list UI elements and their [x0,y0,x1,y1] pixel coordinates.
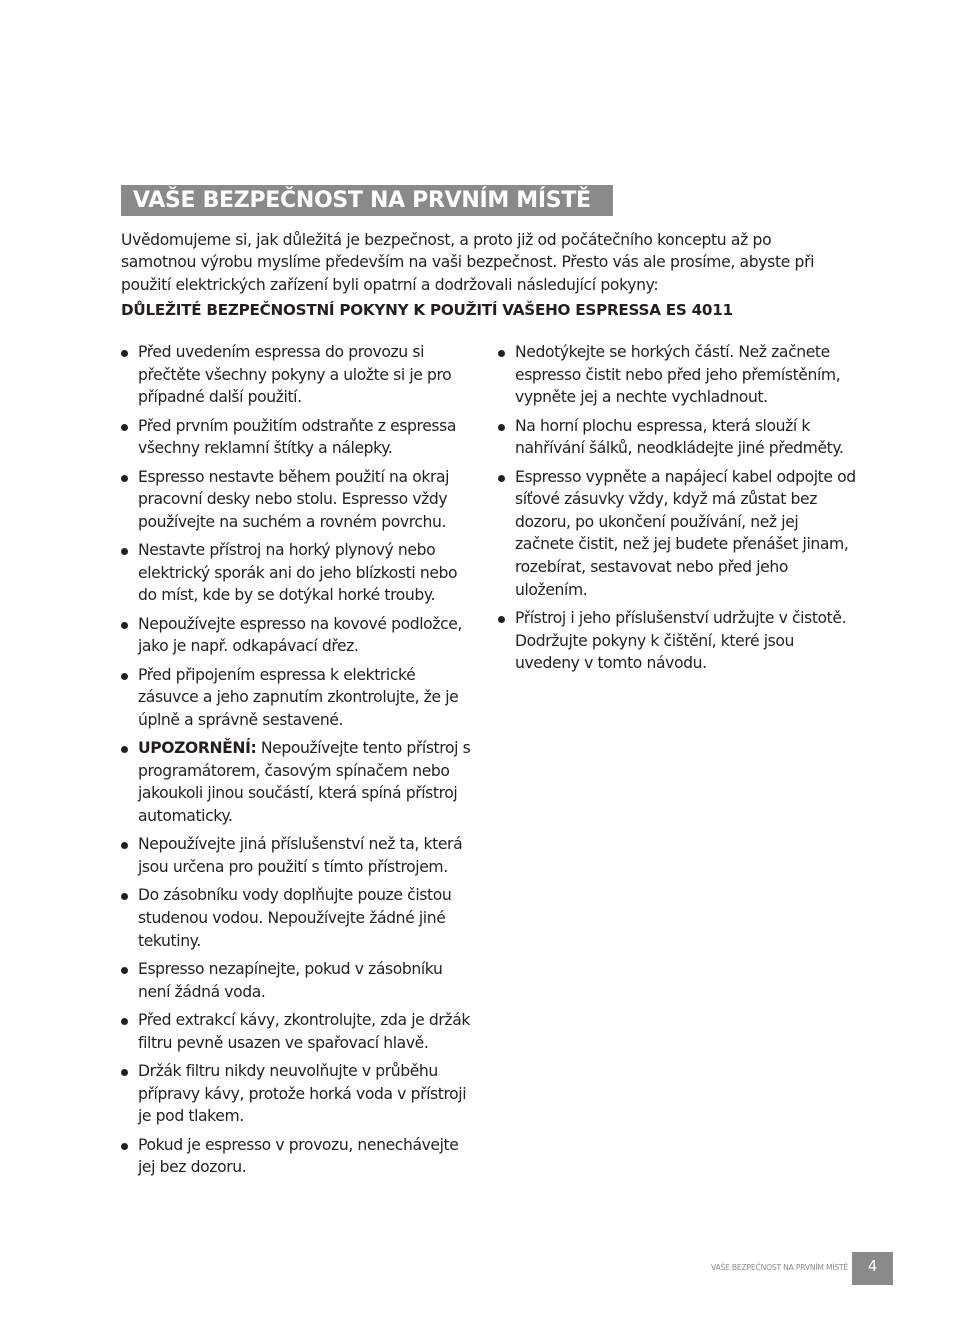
list-item [121,1060,477,1128]
list-item-text: Pokud je espresso v provozu, nenechávejte jej bez dozoru. [138,1135,459,1177]
bullet-icon [121,746,128,753]
list-item [498,607,860,675]
bullet-icon [121,967,128,974]
list-item-text: Před prvním použitím odstraňte z espressa všechny reklamní štítky a nálepky. [138,416,456,458]
list-item-text: Držák filtru nikdy neuvolňujte v průběhu přípravy kávy, protože horká voda v přístroji je pod tlakem. [138,1061,467,1126]
bullet-icon [121,1069,128,1076]
bullet-icon [498,424,505,431]
warning-item [121,737,477,827]
warning-text: Nepoužívejte tento přístroj s programátorem, časovým spínačem nebo jakoukoli jinou součástí, která spíná přístroj automaticky. [138,739,471,826]
footer-section-label: VAŠE BEZPEČNOST NA PRVNÍM MÍSTĚ [710,1263,848,1272]
list-item [121,1009,477,1054]
bullet-icon [498,475,505,482]
list-item [498,415,860,460]
bullet-icon [121,475,128,482]
list-item [121,466,477,534]
bullet-icon [121,350,128,357]
list-item-text: Před uvedením espressa do provozu si přečtěte všechny pokyny a uložte si je pro případné další použití. [138,343,452,407]
list-item [121,415,477,460]
list-item [121,884,477,952]
bullet-icon [121,893,128,900]
bullet-icon [121,1143,128,1150]
list-item [121,958,477,1003]
list-item-text: Do zásobníku vody doplňujte pouze čistou studenou vodou. Nepoužívejte žádné jiné tekutiny. [138,886,452,950]
list-item [121,833,477,878]
list-item [121,341,477,409]
warning-label: UPOZORNĚNÍ: [138,739,257,758]
intro-paragraph: Uvědomujeme si, jak důležitá je bezpečnost, a proto již od počátečního konceptu až po samotnou výrobu myslíme především na vaši bezpečnost. Přesto vás ale prosíme, abyste při použití elektrických zařízení byli opatrní a dodržovali následující pokyny: [121,231,815,294]
list-item-text: Přístroj i jeho příslušenství udržujte v čistotě. Dodržujte pokyny k čištění, které jsou uvedeny v tomto návodu. [515,608,847,673]
list-item-text: Na horní plochu espressa, která slouží k nahřívání šálků, neodkládejte jiné předměty. [515,416,844,458]
list-item [121,664,477,732]
bullet-icon [121,842,128,849]
list-item-text: Nepoužívejte espresso na kovové podložce, jako je např. odkapávací dřez. [138,614,463,656]
page-number: 4 [852,1252,893,1285]
list-item [121,1134,477,1179]
list-item [498,466,860,602]
bullet-icon [498,350,505,357]
bullet-icon [121,548,128,555]
list-item-text: Před extrakcí kávy, zkontrolujte, zda je držák filtru pevně usazen ve spařovací hlavě. [138,1011,470,1052]
safety-list-right [498,341,860,681]
bullet-icon [121,622,128,629]
safety-instructions-title: DŮLEŽITÉ BEZPEČNOSTNÍ POKYNY K POUŽITÍ VAŠEHO ESPRESSA ES 4011 [121,301,733,319]
safety-list-left [121,341,477,1185]
list-item-text: Espresso nestavte během použití na okraj pracovní desky nebo stolu. Espresso vždy používejte na suchém a rovném povrchu. [138,467,450,531]
list-item [121,613,477,658]
list-item-text: Nestavte přístroj na horký plynový nebo elektrický sporák ani do jeho blízkosti nebo do míst, kde by se dotýkal horké trouby. [138,541,458,605]
bullet-icon [121,1018,128,1025]
list-item-text: Nedotýkejte se horkých částí. Než začnete espresso čistit nebo před jeho přemístěním, vypněte jej a nechte vychladnout. [515,343,841,407]
bullet-icon [121,673,128,680]
list-item-text: Espresso vypněte a napájecí kabel odpojte od síťové zásuvky vždy, když má zůstat bez dozoru, po ukončení používání, než jej začnete čistit, než jej budete přenášet jinam, rozebírat, sestavovat nebo před jeho uložením. [515,467,856,599]
bullet-icon [121,424,128,431]
list-item [121,539,477,607]
list-item-text: Nepoužívejte jiná příslušenství než ta, která jsou určena pro použití s tímto přístrojem. [138,835,463,877]
list-item [498,341,860,409]
list-item-text: Před připojením espressa k elektrické zásuvce a jeho zapnutím zkontrolujte, že je úplně a správně sestavené. [138,665,459,729]
bullet-icon [498,616,505,623]
section-heading: VAŠE BEZPEČNOST NA PRVNÍM MÍSTĚ [121,185,613,216]
list-item-text: Espresso nezapínejte, pokud v zásobníku není žádná voda. [138,960,443,1001]
